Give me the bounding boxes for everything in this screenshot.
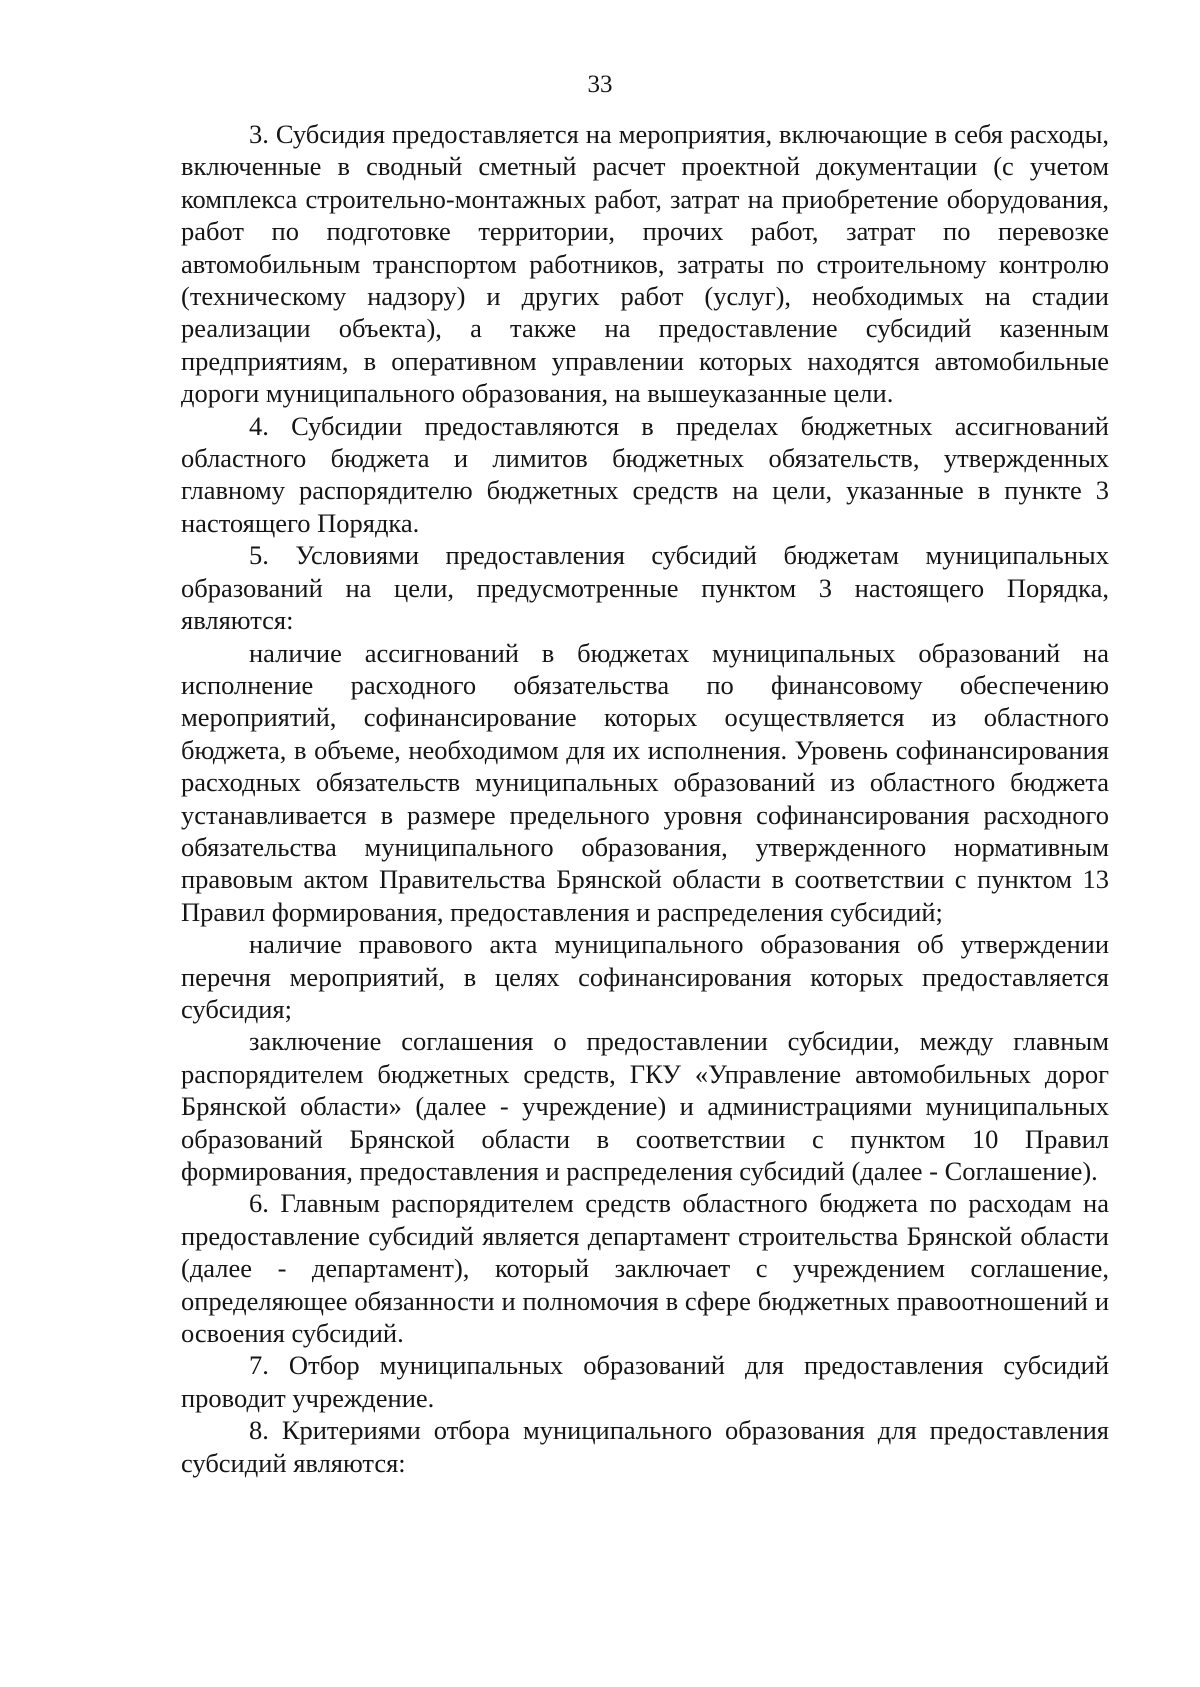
- condition-agreement: заключение соглашения о предоставлении субсидии, между главным распорядителем бюджетных средств, ГКУ «Управление автомобильных дорог Брянской области» (далее - учреждение) и администрациями муниципальных образований Брянской области в соответствии с пунктом 10 Правил формирования, предоставления и распределения субсидий (далее - Соглашение).: [181, 1026, 1109, 1186]
- condition-legal-act: наличие правового акта муниципального образования об утверждении перечня мероприятий, в целях софинансирования которых предоставляется субсидия;: [181, 929, 1109, 1024]
- paragraph-7-selection: 7. Отбор муниципальных образований для предоставления субсидий проводит учреждение.: [181, 1350, 1109, 1413]
- paragraph-6-main-administrator: 6. Главным распорядителем средств областного бюджета по расходам на предоставление субсидий является департамент строительства Брянской области (далее - департамент), который заключает с учреждением соглашение, определяющее обязанности и полномочия в сфере бюджетных правоотношений и освоения субсидий.: [181, 1188, 1109, 1349]
- condition-allocations: наличие ассигнований в бюджетах муниципальных образований на исполнение расходного обязательства по финансовому обеспечению мероприятий, софинансирование которых осуществляется из областного бюджета, в объеме, необходимом для их исполнения. Уровень софинансирования расходных обязательств муниципальных образований из областного бюджета устанавливается в размере предельного уровня софинансирования расходного обязательства муниципального образования, утвержденного нормативным правовым актом Правительства Брянской области в соответствии с пунктом 13 Правил формирования, предоставления и распределения субсидий;: [181, 637, 1109, 927]
- paragraph-8-criteria: 8. Критериями отбора муниципального образования для предоставления субсидий являются:: [181, 1415, 1109, 1478]
- paragraph-5-conditions: 5. Условиями предоставления субсидий бюджетам муниципальных образований на цели, предусмотренные пунктом 3 настоящего Порядка, являются:: [181, 540, 1109, 636]
- paragraph-3-subsidy-purpose: 3. Субсидия предоставляется на мероприятия, включающие в себя расходы, включенные в сводный сметный расчет проектной документации (с учетом комплекса строительно-монтажных работ, затрат на приобретение оборудования, работ по подготовке территории, прочих работ, затрат по перевозке автомобильным транспортом работников, затраты по строительному контролю (техническому надзору) и других работ (услуг), необходимых на стадии реализации объекта), а также на предоставление субсидий казенным предприятиям, в оперативном управлении которых находятся автомобильные дороги муниципального образования, на вышеуказанные цели.: [181, 119, 1109, 409]
- paragraph-4-budget-limits: 4. Субсидии предоставляются в пределах бюджетных ассигнований областного бюджета и лимитов бюджетных обязательств, утвержденных главному распорядителю бюджетных средств на цели, указанные в пункте 3 настоящего Порядка.: [181, 410, 1109, 538]
- document-body: [181, 118, 1109, 1479]
- page-number: 33: [587, 71, 613, 98]
